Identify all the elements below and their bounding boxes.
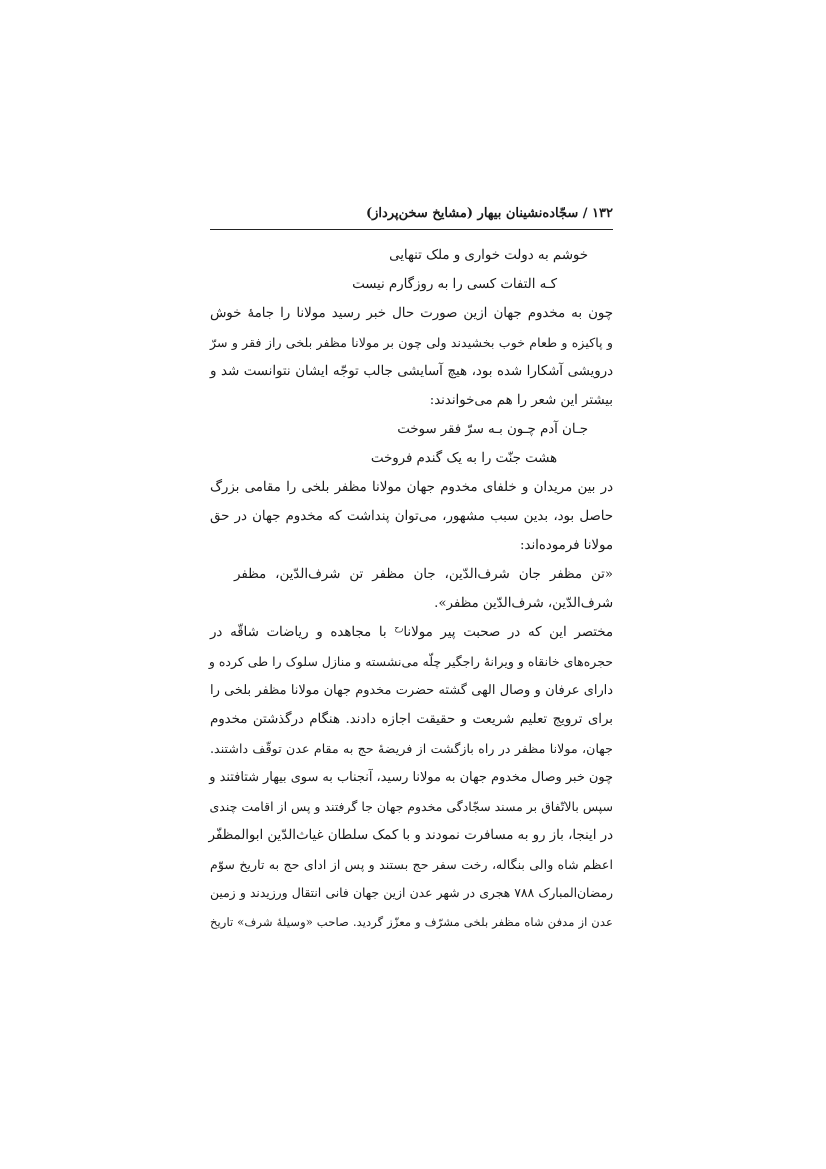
paragraph-line: سپس بالاتّفاق بر مسند سجّادگی مخدوم جهان جا گرفتند و پس از اقامت چندی (209, 799, 613, 814)
quote-line: «تن مظفر جان شرف‌الدّین، جان مظفر تن شرف‌الدّین، مظفر (234, 567, 613, 582)
paragraph-line: اعظم شاه والی بنگاله، رخت سفر حج بستند و پس از ادای حج به تاریخ سوّم (210, 857, 613, 872)
verse-line: جـان آدم چـون بـه سرّ فقر سوخت (397, 422, 588, 437)
verse-line: هشت جنّت را به یک گندم فروخت (370, 451, 557, 466)
paragraph-line: مولانا فرموده‌اند: (520, 538, 613, 553)
paragraph-text: با مجاهده و ریاضات شاقّه در (210, 625, 395, 640)
verse-line: کـه التفات کسی را به روزگارم نیست (352, 277, 557, 292)
paragraph-line: بیشتر این شعر را هم می‌خواندند: (429, 393, 613, 408)
paragraph-line: حجره‌های خانقاه و ویرانهٔ راجگیر چلّه می‌نشسته و منازل سلوک را طی کرده و (208, 654, 613, 669)
paragraph-line: دارای عرفان و وصال الهی گشته حضرت مخدوم جهان مولانا مظفر بلخی را (210, 683, 613, 698)
paragraph-line (210, 618, 613, 647)
paragraph-line: حاصل بود، بدین سبب مشهور، می‌توان پنداشت که مخدوم جهان در حق (210, 509, 613, 524)
paragraph-line: رمضان‌المبارک ۷۸۸ هجری در شهر عدن ازین جهان فانی انتقال ورزیدند و زمین (210, 886, 613, 900)
paragraph-line: در بین مریدان و خلفای مخدوم جهان مولانا مظفر بلخی را مقامی بزرگ (210, 480, 613, 495)
paragraph-line: درویشی آشکارا شده بود، هیچ آسایشی جالب توجّه ایشان نتوانست شد و (210, 364, 613, 379)
running-head: ۱۳۲ / سجّاده‌نشینان بیهار (مشایخ سخن‌پرداز) (366, 206, 613, 221)
paragraph-line: و پاکیزه و طعام خوب بخشیدند ولی چون بر مولانا مظفر بلخی راز فقر و سرّ (210, 335, 613, 350)
header-rule (210, 229, 613, 230)
paragraph-line: جهان، مولانا مظفر در راه بازگشت از فریضهٔ حج به مقام عدن توقّف داشتند. (210, 741, 613, 756)
honorific-mark: رح (394, 623, 404, 633)
paragraph-line: چون خبر وصال مخدوم جهان به مولانا رسید، آنجناب به سوی بیهار شتافتند و (209, 770, 613, 785)
paragraph-line: چون به مخدوم جهان ازین صورت حال خبر رسید مولانا را جامهٔ خوش (210, 306, 613, 321)
paragraph-line: عدن از مدفن شاه مظفر بلخی مشرّف و معزّز گردید. صاحب «وسیلهٔ شرف» تاریخ (210, 915, 613, 929)
paragraph-line: برای ترویج تعلیم شریعت و حقیقت اجازه دادند. هنگام درگذشتن مخدوم (210, 712, 613, 727)
paragraph-line: در اینجا، باز رو به مسافرت نمودند و با کمک سلطان غیاث‌الدّین ابوالمظفّر (208, 828, 613, 843)
paragraph-text: مختصر این که در صحبت پیر مولانا (403, 625, 613, 640)
quote-line: شرف‌الدّین، شرف‌الدّین مظفر». (434, 596, 613, 611)
verse-line: خوشم به دولت خواری و ملک تنهایی (389, 248, 588, 263)
